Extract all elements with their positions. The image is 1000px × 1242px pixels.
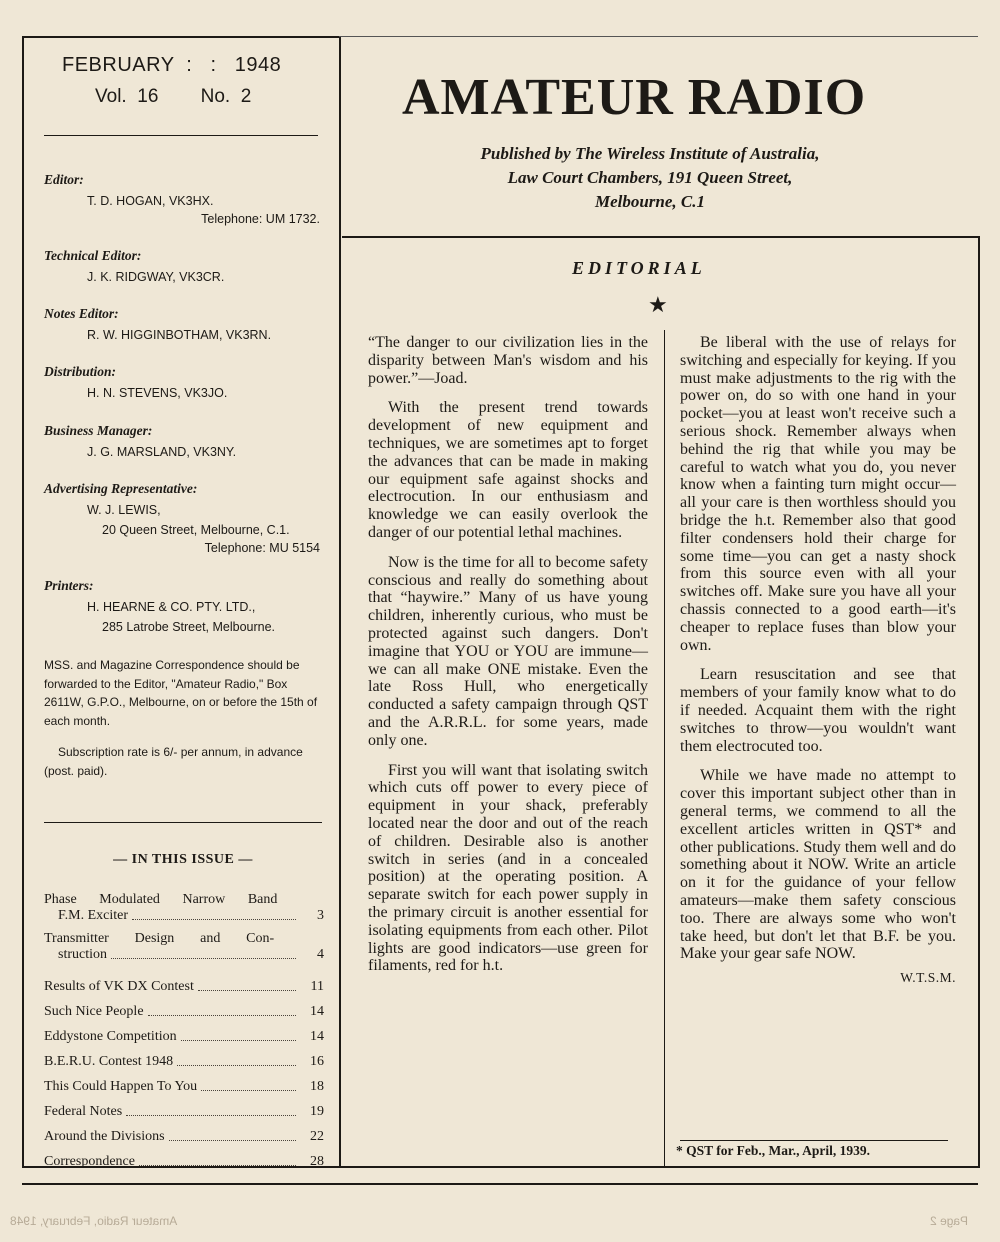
footnote: * QST for Feb., Mar., April, 1939. — [676, 1143, 871, 1158]
staff-address: 285 Latrobe Street, Melbourne. — [102, 620, 276, 634]
editorial-column-1 — [368, 334, 648, 987]
staff-printers — [44, 578, 334, 634]
bottom-rule-double — [22, 1183, 978, 1185]
toc-page-number: 16 — [310, 1054, 324, 1069]
footnote-rule — [680, 1140, 948, 1141]
star-icon: ★ — [648, 292, 668, 317]
toc-title: Eddystone Competition — [44, 1029, 177, 1044]
toc-word: Modulated — [99, 892, 160, 907]
toc-page-number: 19 — [310, 1104, 324, 1119]
paragraph: While we have made no attempt to cover this important subject other than in general terms, we commend to all the excellent articles written in QST* and other publications. Study them well and do something about it NOW. Write an article on it for the guidance of your fellow amateurs—make them safety conscious too. There are always some who won't take heed, but don't let that B.F. be you. Make your gear safe NOW. — [680, 767, 956, 963]
staff-editor — [44, 172, 334, 226]
toc-title-line2: F.M. Exciter — [58, 908, 129, 923]
staff-name: H. HEARNE & CO. PTY. LTD., — [87, 600, 256, 614]
masthead-title: AMATEUR RADIO — [402, 69, 867, 126]
paragraph: Learn resuscitation and see that members of your family know what to do if needed. Acquaint them with the right switches to throw—you wouldn't want them electrocuted too. — [680, 666, 956, 755]
editorial-column-2 — [680, 334, 956, 987]
leader-dots — [169, 1140, 296, 1141]
divider — [44, 135, 318, 136]
toc-title: B.E.R.U. Contest 1948 — [44, 1054, 174, 1069]
subscription-notice: Subscription rate is 6/- per annum, in advance (post. paid). — [44, 745, 303, 778]
leader-dots — [201, 1090, 296, 1091]
toc-page-number: 14 — [310, 1029, 324, 1044]
editorial-heading: EDITORIAL — [572, 258, 706, 278]
staff-notes-editor — [44, 306, 334, 342]
bleed-through-text: Amateur Radio, February, 1948 — [10, 1214, 178, 1228]
toc-word: Band — [247, 892, 278, 907]
publisher-info — [410, 142, 890, 214]
publisher-line: Published by The Wireless Institute of Australia, — [480, 144, 820, 163]
toc-item[interactable] — [44, 1095, 324, 1120]
staff-name: H. N. STEVENS, VK3JO. — [87, 386, 228, 400]
staff-role: Distribution: — [44, 364, 117, 379]
toc-item[interactable] — [44, 1145, 324, 1170]
paragraph: With the present trend towards development of new equipment and techniques, we are sometimes apt to forget the advances that can be made in making our equipment safe against shocks and electrocution. In our enthusiasm and knowledge we can easily overlook the danger of our potential lethal machines. — [368, 399, 648, 541]
staff-role: Advertising Representative: — [44, 481, 198, 496]
contents-heading: — IN THIS ISSUE — — [113, 852, 253, 867]
toc-title: Results of VK DX Contest — [44, 979, 194, 994]
toc-item[interactable] — [44, 995, 324, 1020]
toc-title: This Could Happen To You — [44, 1079, 198, 1094]
toc-item[interactable] — [44, 1045, 324, 1070]
staff-phone: Telephone: MU 5154 — [204, 541, 320, 555]
leader-dots — [139, 1165, 296, 1166]
staff-role: Printers: — [44, 578, 94, 593]
paragraph: Be liberal with the use of relays for switching and especially for keying. If you must make adjustments to the rig with the power on, do so with one hand in your pocket—you at least won't receive such a serious shock. Remember always when behind the rig that while you may be careful to watch what you do, you never know when a fainting turn might occur—all your care is then worthless should you bridge the h.t. Remember also that good filter condensers hold their charge for some time—you can get a nasty shock from this source even with all your switches off. Make sure you have all your chassis connected to a good earth—it's cheaper to replace fuses than blow your own. — [680, 334, 956, 654]
toc-title: Such Nice People — [44, 1004, 144, 1019]
toc-title-line1 — [44, 892, 324, 908]
leader-dots — [198, 990, 296, 991]
toc-item[interactable] — [44, 1020, 324, 1045]
toc-title: Around the Divisions — [44, 1129, 165, 1144]
column-divider — [664, 330, 665, 1166]
paragraph: Now is the time for all to become safety conscious and really do something about that “haywire.” Many of us have young children, inherently curious, who must be protected against such dangers. Don't imagine that YOU or YOU are immune—we can all make ONE mistake. Even the late Ross Hull, who energetically conducted a safety campaign through QST and the A.R.R.L. for some years, made only one. — [368, 553, 648, 749]
toc-item[interactable] — [44, 1070, 324, 1095]
publisher-line: Melbourne, C.1 — [594, 192, 706, 211]
staff-technical-editor — [44, 248, 334, 284]
leader-dots — [181, 1040, 296, 1041]
table-of-contents — [44, 892, 324, 1170]
staff-name: T. D. HOGAN, VK3HX. — [87, 194, 214, 208]
toc-word: and — [200, 931, 221, 946]
staff-distribution — [44, 364, 334, 400]
editorial-signature: W.T.S.M. — [900, 970, 956, 986]
toc-title: Correspondence — [44, 1154, 135, 1169]
toc-item[interactable] — [44, 931, 324, 970]
paragraph: “The danger to our civilization lies in the disparity between Man's wisdom and his power.”—Joad. — [368, 334, 648, 387]
leader-dots — [148, 1015, 296, 1016]
staff-name: J. K. RIDGWAY, VK3CR. — [87, 270, 225, 284]
toc-word: Transmitter — [44, 931, 109, 946]
publisher-line: Law Court Chambers, 191 Queen Street, — [507, 168, 793, 187]
toc-page-number: 28 — [310, 1154, 324, 1169]
staff-role: Business Manager: — [44, 423, 153, 438]
staff-address: 20 Queen Street, Melbourne, C.1. — [102, 523, 290, 537]
staff-business-manager — [44, 423, 334, 459]
toc-title-line1 — [44, 931, 324, 947]
paragraph: First you will want that isolating switch which cuts off power to every piece of equipment in your shack, preferably located near the door and out of the reach of children. Desirable also is another switch in series (and in a concealed position) at the operating position. A separate switch for each power supply in the primary circuit is another essential for isolating equipments from each other. Pilot lights are good indicators—use green for filaments, red for h.t. — [368, 761, 648, 975]
leader-dots — [132, 919, 296, 920]
staff-role: Notes Editor: — [44, 306, 119, 321]
toc-page-number: 18 — [310, 1079, 324, 1094]
toc-page-number: 4 — [317, 947, 324, 962]
toc-item[interactable] — [44, 1120, 324, 1145]
leader-dots — [126, 1115, 296, 1116]
toc-page-number: 3 — [317, 908, 324, 923]
top-rule — [339, 36, 978, 37]
issue-volume-number: Vol. 16 No. 2 — [95, 86, 252, 107]
bleed-through-page: Page 2 — [930, 1214, 969, 1228]
toc-page-number: 14 — [310, 1004, 324, 1019]
toc-item[interactable] — [44, 892, 324, 931]
divider — [44, 822, 322, 823]
toc-page-number: 11 — [310, 979, 324, 994]
leader-dots — [111, 958, 296, 959]
staff-name: W. J. LEWIS, — [87, 503, 161, 517]
manuscript-notice: MSS. and Magazine Correspondence should be forwarded to the Editor, "Amateur Radio," Box 2611W, G.P.O., Melbourne, on or before the 15th of each month. — [44, 658, 318, 728]
leader-dots — [177, 1065, 296, 1066]
toc-word: Narrow — [182, 892, 226, 907]
staff-name: J. G. MARSLAND, VK3NY. — [87, 445, 237, 459]
toc-title-line2: struction — [58, 947, 107, 962]
staff-advertising — [44, 481, 334, 555]
issue-date: FEBRUARY : : 1948 — [62, 54, 282, 76]
staff-name: R. W. HIGGINBOTHAM, VK3RN. — [87, 328, 272, 342]
toc-word: Design — [134, 931, 175, 946]
staff-role: Editor: — [44, 172, 84, 187]
toc-title: Federal Notes — [44, 1104, 123, 1119]
staff-role: Technical Editor: — [44, 248, 142, 263]
toc-word: Phase — [44, 892, 77, 907]
toc-word: Con- — [246, 931, 275, 946]
toc-item[interactable] — [44, 970, 324, 995]
staff-phone: Telephone: UM 1732. — [201, 212, 320, 226]
toc-page-number: 22 — [310, 1129, 324, 1144]
